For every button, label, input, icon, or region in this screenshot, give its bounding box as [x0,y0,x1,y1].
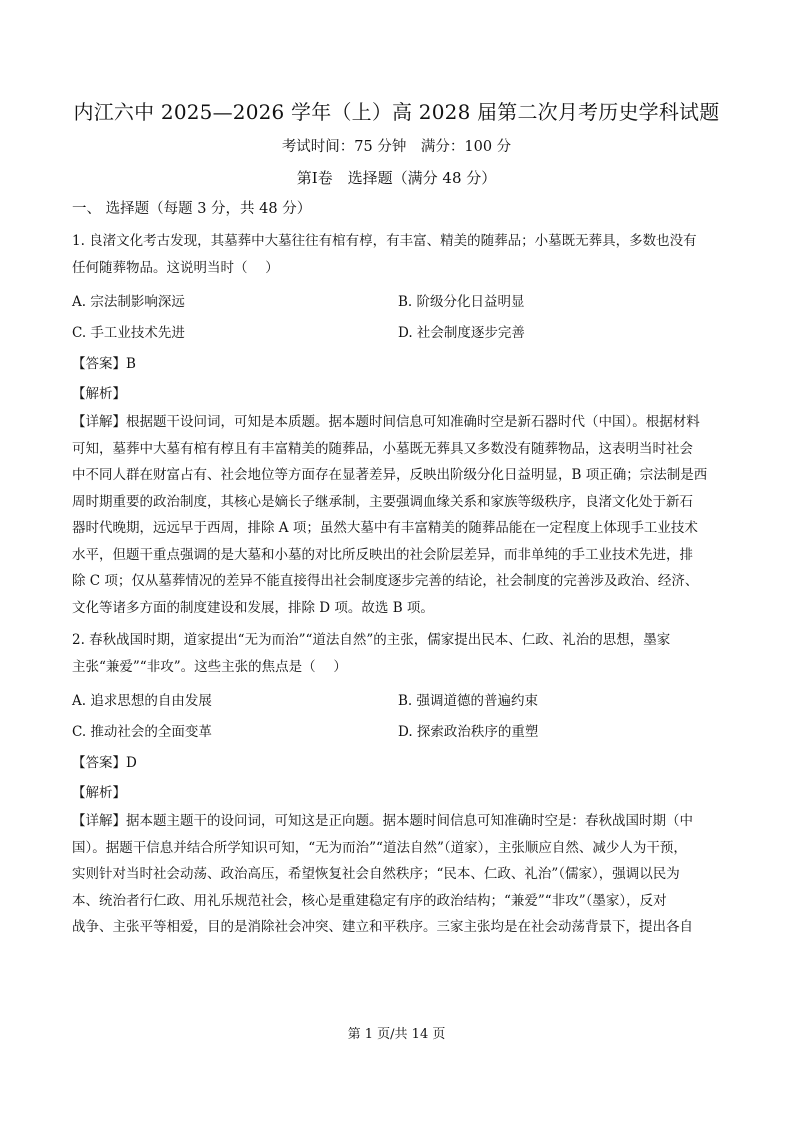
exam-info: 考试时间：75 分钟 满分：100 分 [281,139,512,155]
detail-line: 【详解】据本题主题干的设问词，可知这是正向题。据本题时间信息可知准确时空是：春秋战国时期（中 [72,813,693,829]
options-row [72,287,724,318]
question-stem-line: 主张“兼爱”“非攻”。这些主张的焦点是（ ） [72,658,347,675]
exam-title: 内江六中 2025—2026 学年（上）高 2028 届第二次月考历史学科试题 [73,100,720,124]
analysis-label: 【解析】 [72,386,126,402]
exam-content [72,196,724,941]
options-row [72,717,724,748]
analysis-label: 【解析】 [72,785,126,801]
option-c: C. 推动社会的全面变革 [72,724,212,740]
options-row [72,318,724,349]
question-2 [72,627,724,941]
option-c: C. 手工业技术先进 [72,325,185,341]
detail-line: 除 C 项；仅从墓葬情况的差异不能直接得出社会制度逐步完善的结论，社会制度的完善涉及政治、经济、 [72,573,699,589]
detail-line: 可知，墓葬中大墓有棺有椁且有丰富精美的随葬品，小墓既无葬具又多数没有随葬物品，这表明当时社会 [72,440,693,457]
question-stem-line: 任何随葬物品。这说明当时（ ） [72,259,279,276]
question-stem-line: 2. 春秋战国时期，道家提出“无为而治”“道法自然”的主张，儒家提出民本、仁政、礼治的思想，墨家 [72,632,671,648]
option-a: A. 追求思想的自由发展 [72,693,212,709]
option-b: B. 强调道德的普遍约束 [398,693,539,709]
detail-line: 中不同人群在财富占有、社会地位等方面存在显著差异，反映出阶级分化日益明显，B 项正确；宗法制是西 [72,467,708,483]
option-d: D. 探索政治秩序的重塑 [398,724,539,740]
option-a: A. 宗法制影响深远 [72,294,185,310]
option-d: D. 社会制度逐步完善 [398,325,525,341]
detail-line: 本、统治者行仁政、用礼乐规范社会，核心是重建稳定有序的政治结构；“兼爱”“非攻”（墨家），反对 [72,892,667,909]
options-row [72,686,724,717]
detail-line: 【详解】根据题干设问词，可知是本质题。据本题时间信息可知准确时空是新石器时代（中国）。根据材料 [72,414,700,430]
question-stem-line: 1. 良渚文化考古发现，其墓葬中大墓往往有棺有椁，有丰富、精美的随葬品；小墓既无葬具，多数也没有 [72,233,697,249]
answer-label: 【答案】D [72,755,137,771]
page-footer: 第 1 页/共 14 页 [347,1027,446,1042]
detail-line: 器时代晚期，远远早于西周，排除 A 项；虽然大墓中有丰富精美的随葬品能在一定程度上体现手工业技术 [72,520,698,536]
answer-label: 【答案】B [72,356,136,372]
question-1 [72,228,724,621]
detail-line: 国）。据题干信息并结合所学知识可知，“无为而治”“道法自然”（道家），主张顺应自然、减少人为干预， [72,839,687,856]
option-b: B. 阶级分化日益明显 [398,294,525,310]
detail-line: 周时期重要的政治制度，其核心是嫡长子继承制，主要强调血缘关系和家族等级秩序，良渚文化处于新石 [72,493,693,510]
detail-line: 实则针对当时社会动荡、政治高压，希望恢复社会自然秩序；“民本、仁政、礼治”（儒家），强调以民为 [72,866,680,882]
section-heading: 一、 选择题（每题 3 分，共 48 分） [72,201,312,217]
detail-line: 文化等诸多方面的制度建设和发展，排除 D 项。故选 B 项。 [72,599,434,616]
part-title: 第Ⅰ卷 选择题（满分 48 分） [296,169,497,187]
detail-line: 战争、主张平等相爱，目的是消除社会冲突、建立和平秩序。三家主张均是在社会动荡背景下，提出各自 [72,919,693,935]
detail-line: 水平，但题干重点强调的是大墓和小墓的对比所反映出的社会阶层差异，而非单纯的手工业技术先进，排 [72,546,693,563]
